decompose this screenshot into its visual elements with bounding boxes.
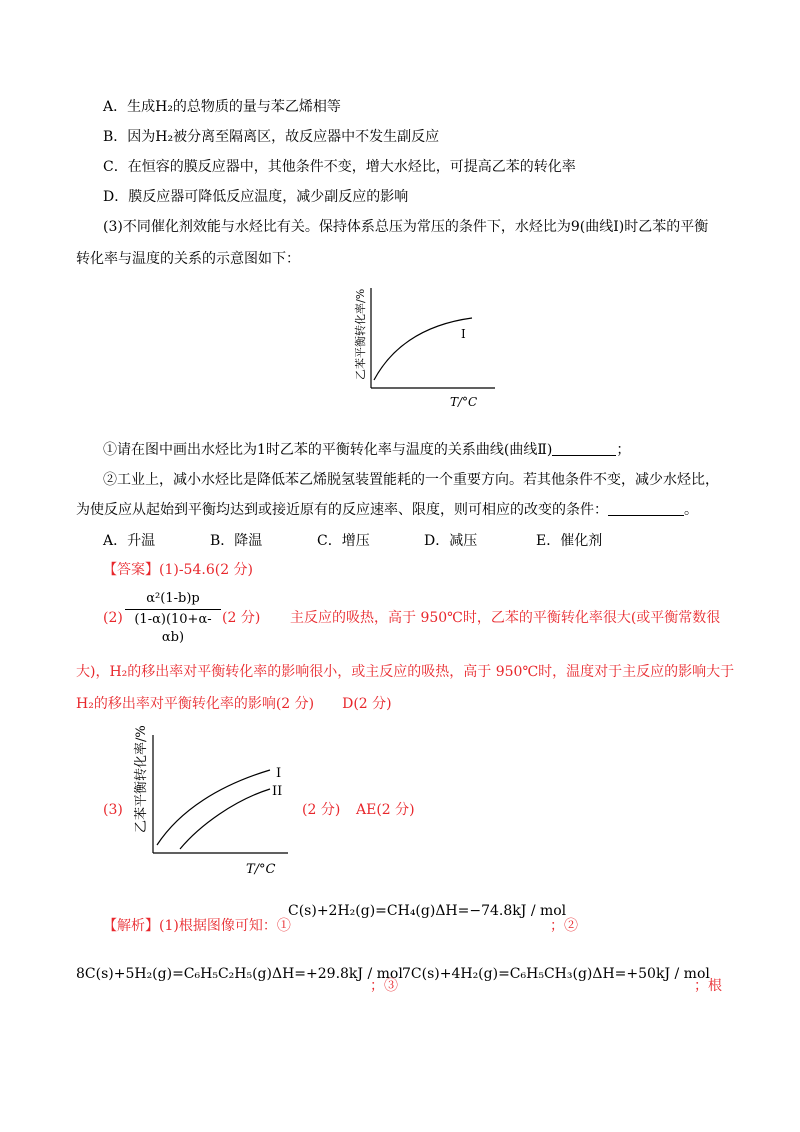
answer-part2-text1: 主反应的吸热，高于 950℃时，乙苯的平衡转化率很大(或平衡常数很: [290, 610, 721, 626]
answer-part3-score: (2 分): [302, 802, 341, 818]
analysis-line1: 【解析】(1)根据图像可知：①: [103, 918, 291, 934]
curve-label-i: I: [461, 327, 466, 341]
answer-part2-text2: 大)，H₂的移出率对平衡转化率的影响很小，或主反应的吸热，高于 950℃时，温度对于主反应的影响大于: [76, 664, 735, 680]
fraction-numerator: α²(1-b)p: [146, 591, 200, 606]
equation-2: 8C(s)+5H₂(g)=C₆H₅C₂H₅(g)ΔH=+29.8kJ / mol: [76, 966, 403, 982]
choice-d: D．减压: [424, 533, 478, 549]
fraction-denominator: (1-α)(10+α-αb): [134, 612, 212, 645]
y-axis-label: 乙苯平衡转化率/%: [354, 288, 367, 380]
analysis-end: ；根: [694, 978, 722, 994]
curve-i: [374, 318, 472, 380]
answer-part2-prefix: (2): [103, 610, 123, 626]
equation-1: C(s)+2H₂(g)=CH₄(g)ΔH=−74.8kJ / mol: [288, 903, 567, 919]
analysis-sep3: ；③: [370, 978, 398, 994]
curve-ii: [180, 789, 270, 849]
answer-label: 【答案】: [103, 562, 159, 578]
choice-b: B．降温: [210, 533, 263, 549]
figure-2: [120, 725, 290, 885]
option-d: D．膜反应器可降低反应温度，减少副反应的影响: [103, 189, 409, 205]
q3-intro-line2: 转化率与温度的关系的示意图如下：: [76, 251, 300, 267]
answer-line1: 【答案】(1)-54.6(2 分): [103, 562, 254, 578]
choice-c: C．增压: [317, 533, 370, 549]
q3-sub1: ①请在图中画出水烃比为1时乙苯的平衡转化率与温度的关系曲线(曲线Ⅱ) ；: [103, 442, 631, 458]
option-c: C．在恒容的膜反应器中，其他条件不变，增大水烃比，可提高乙苯的转化率: [103, 159, 576, 175]
choice-e: E．催化剂: [536, 533, 603, 549]
curve-i: [157, 770, 270, 845]
q3-sub2-line1: ②工业上，减小水烃比是降低苯乙烯脱氢装置能耗的一个重要方向。若其他条件不变，减少水烃比，: [103, 472, 719, 488]
equation-3: 7C(s)+4H₂(g)=C₆H₅CH₃(g)ΔH=+50kJ / mol: [402, 966, 710, 982]
y-axis-label: 乙苯平衡转化率/%: [134, 725, 149, 833]
option-b: B．因为H₂被分离至隔离区，故反应器中不发生副反应: [103, 129, 440, 145]
x-axis-label: T/°C: [450, 395, 478, 409]
curve-label-i: I: [276, 766, 282, 781]
analysis-label: 【解析】: [103, 918, 159, 934]
x-axis-label: T/°C: [246, 862, 276, 877]
answer-part3-prefix: (3): [103, 802, 123, 818]
answer-fraction: [125, 590, 221, 647]
q3-intro-line1: (3)不同催化剂效能与水烃比有关。保持体系总压为常压的条件下，水烃比为9(曲线Ⅰ)时乙苯的平衡: [103, 219, 709, 235]
choice-a: A．升温: [103, 533, 156, 549]
option-a: A．生成H₂的总物质的量与苯乙烯相等: [103, 99, 341, 115]
curve-label-ii: II: [272, 784, 283, 799]
answer-part2-score: (2 分): [222, 610, 261, 626]
figure-1: [340, 280, 500, 420]
analysis-sep2: ；②: [550, 918, 578, 934]
answer-part2-text3: H₂的移出率对平衡转化率的影响(2 分) D(2 分): [76, 696, 392, 712]
q3-sub2-line2: 为使反应从起始到平衡均达到或接近原有的反应速率、限度，则可相应的改变的条件： 。: [76, 502, 698, 518]
answer-part3-ans: AE(2 分): [356, 802, 415, 818]
